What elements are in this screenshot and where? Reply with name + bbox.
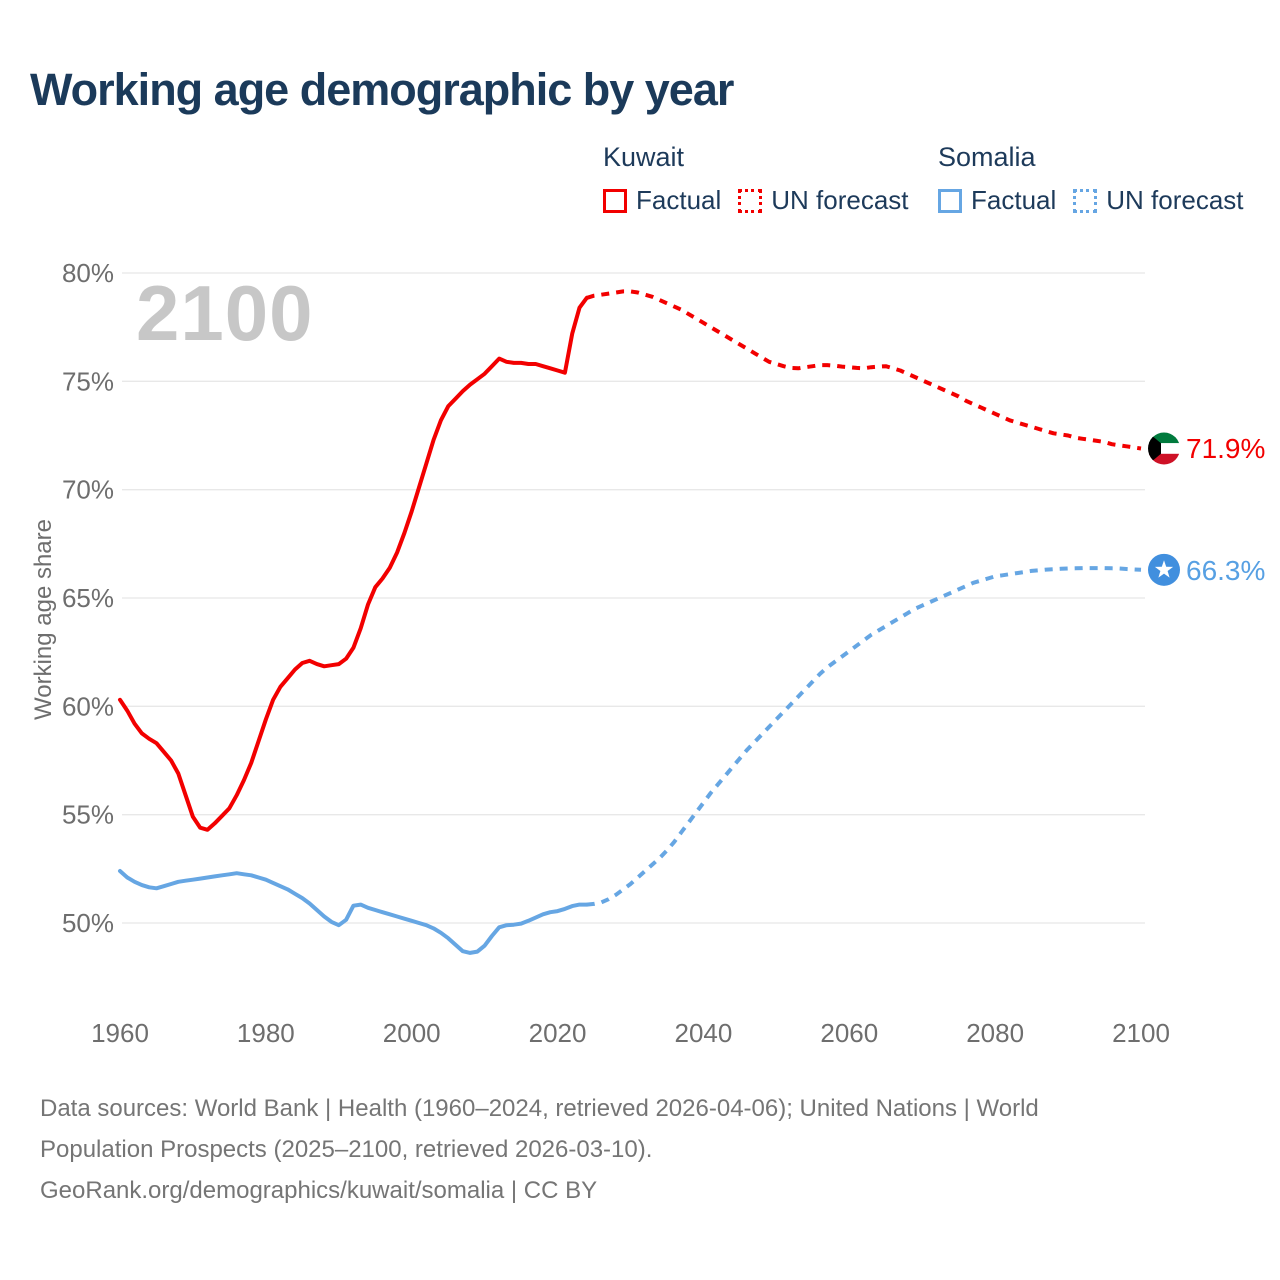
series-kuwait-factual [120, 298, 587, 830]
y-tick-label: 55% [61, 799, 114, 830]
legend-series-name-somalia: Somalia [938, 142, 1036, 172]
x-tick-label: 2040 [674, 1018, 733, 1048]
page-title: Working age demographic by year [30, 64, 734, 115]
x-tick-label: 2080 [966, 1018, 1025, 1048]
x-tick-label: 2060 [820, 1018, 879, 1048]
series-somalia-factual [120, 871, 587, 953]
legend-series-name-kuwait: Kuwait [603, 142, 685, 172]
series-kuwait-un-forecast [587, 291, 1141, 448]
kuwait-end-value-label: 71.9% [1186, 433, 1266, 464]
x-tick-label: 2020 [528, 1018, 587, 1048]
somalia-forecast-label: UN forecast [1106, 185, 1244, 215]
y-tick-label: 50% [61, 908, 114, 938]
footer-line-2: Population Prospects (2025–2100, retrieved 2026-03-10). [40, 1136, 653, 1163]
kuwait-forecast-label: UN forecast [771, 185, 909, 215]
somalia-end-value-label: 66.3% [1186, 555, 1266, 586]
footer-line-3: GeoRank.org/demographics/kuwait/somalia | CC BY [40, 1177, 598, 1204]
x-tick-label: 1980 [236, 1018, 295, 1048]
x-tick-label: 2100 [1112, 1018, 1170, 1048]
somalia-factual-label: Factual [971, 185, 1057, 215]
y-axis-title: Working age share [30, 519, 57, 721]
somalia-flag-icon [1148, 554, 1180, 586]
year-watermark: 2100 [136, 269, 314, 357]
footer-line-1: Data sources: World Bank | Health (1960–2024, retrieved 2026-04-06); United Nations | World [40, 1095, 1039, 1122]
x-tick-label: 1960 [91, 1018, 149, 1048]
kuwait-flag-icon [1148, 433, 1180, 465]
series-somalia-un-forecast [587, 568, 1141, 905]
y-tick-label: 60% [61, 691, 114, 722]
y-tick-label: 75% [61, 366, 114, 397]
data-sources-footer [40, 1088, 1200, 1211]
y-tick-label: 65% [61, 583, 114, 613]
y-tick-label: 70% [61, 474, 114, 505]
x-tick-label: 2000 [382, 1018, 441, 1048]
y-tick-label: 80% [61, 258, 114, 288]
kuwait-factual-label: Factual [636, 185, 722, 215]
